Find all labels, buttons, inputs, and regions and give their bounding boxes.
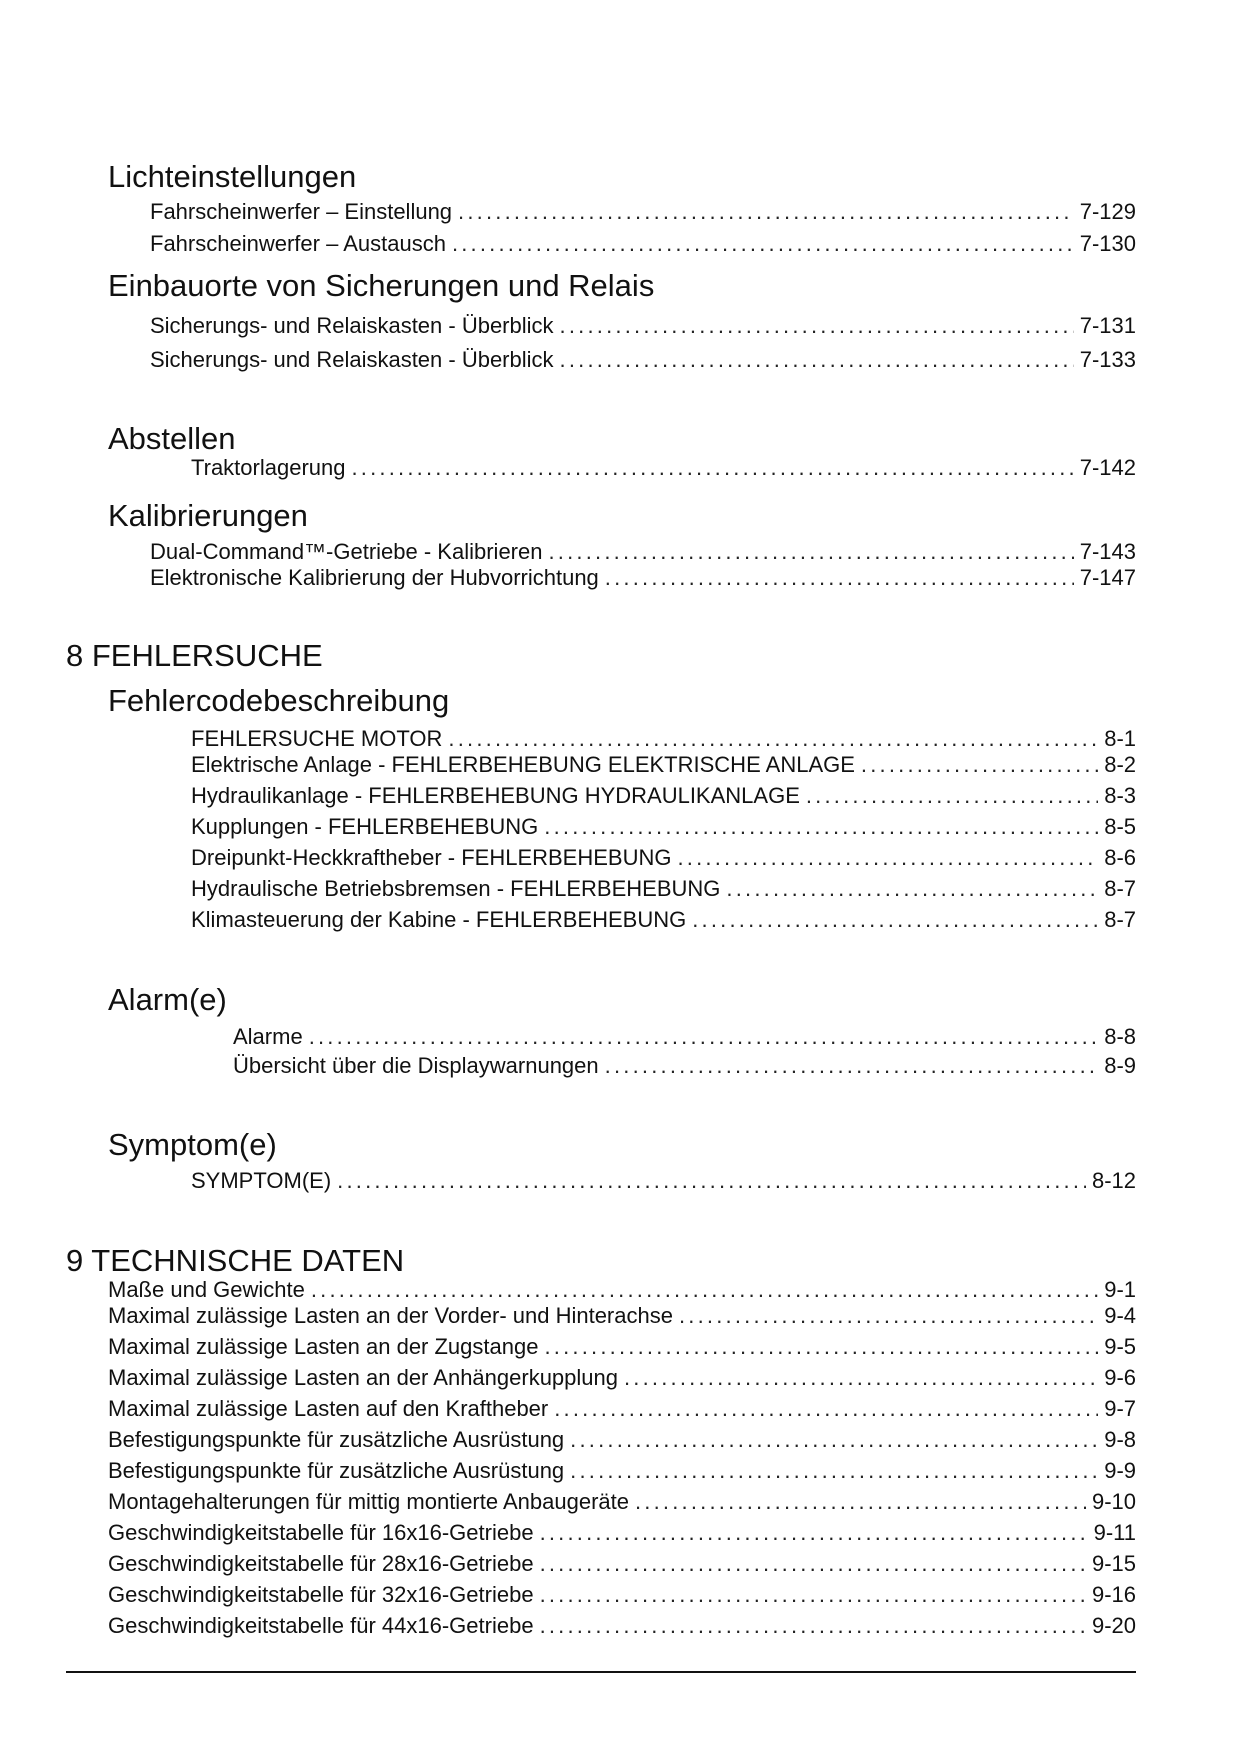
toc-entry-title: Dreipunkt-Heckkraftheber - FEHLERBEHEBUNG: [191, 845, 672, 870]
toc-entry-page: 7-143: [1079, 539, 1136, 564]
toc-entry-title: Geschwindigkeitstabelle für 16x16-Getriebe: [108, 1520, 534, 1545]
toc-entry-title: Elektronische Kalibrierung der Hubvorrichtung: [150, 565, 599, 590]
dot-leader: [726, 876, 1098, 902]
toc-entry-page: 9-6: [1104, 1365, 1136, 1390]
toc-entry-page: 8-3: [1104, 783, 1136, 808]
toc-entry-title: Maximal zulässige Lasten an der Anhängerkupplung: [108, 1365, 618, 1390]
toc-entry-page: 7-133: [1079, 347, 1136, 372]
toc-entry-page: 9-10: [1091, 1489, 1136, 1514]
toc-entry[interactable]: [191, 752, 1136, 778]
section-heading-lichteinstellungen: Lichteinstellungen: [108, 159, 357, 194]
toc-entry-page: 8-8: [1104, 1024, 1136, 1049]
toc-entry[interactable]: [191, 814, 1136, 840]
toc-entry[interactable]: [150, 347, 1136, 373]
toc-entry-page: 8-12: [1091, 1168, 1136, 1193]
toc-entry[interactable]: [108, 1489, 1136, 1515]
toc-entry-page: 9-11: [1093, 1520, 1136, 1545]
toc-entry[interactable]: [108, 1277, 1136, 1303]
toc-entry[interactable]: [108, 1334, 1136, 1360]
section-heading-alarme: Alarm(e): [108, 982, 227, 1017]
dot-leader: [560, 347, 1074, 373]
toc-entry-page: 8-7: [1104, 876, 1136, 901]
dot-leader: [540, 1551, 1086, 1577]
toc-entry[interactable]: [191, 455, 1136, 481]
dot-leader: [458, 199, 1074, 225]
toc-entry-title: Geschwindigkeitstabelle für 28x16-Getriebe: [108, 1551, 534, 1576]
toc-entry-title: Sicherungs- und Relaiskasten - Überblick: [150, 313, 554, 338]
section-heading-fehlercode: Fehlercodebeschreibung: [108, 683, 450, 718]
dot-leader: [452, 231, 1074, 257]
toc-entry-page: 8-9: [1104, 1053, 1136, 1078]
dot-leader: [861, 752, 1098, 778]
toc-entry[interactable]: [108, 1520, 1136, 1546]
dot-leader: [635, 1489, 1086, 1515]
toc-entry[interactable]: [150, 231, 1136, 257]
toc-entry[interactable]: [150, 539, 1136, 565]
toc-entry-title: Elektrische Anlage - FEHLERBEHEBUNG ELEKTRISCHE ANLAGE: [191, 752, 855, 777]
bottom-rule: [66, 1671, 1136, 1673]
toc-entry[interactable]: [191, 876, 1136, 902]
toc-entry[interactable]: [233, 1053, 1136, 1079]
toc-entry-title: Hydraulikanlage - FEHLERBEHEBUNG HYDRAULIKANLAGE: [191, 783, 800, 808]
dot-leader: [624, 1365, 1098, 1391]
toc-entry-page: 8-2: [1104, 752, 1136, 777]
toc-entry[interactable]: [150, 199, 1136, 225]
toc-entry[interactable]: [191, 1168, 1136, 1194]
dot-leader: [570, 1458, 1098, 1484]
dot-leader: [337, 1168, 1086, 1194]
toc-entry-title: Traktorlagerung: [191, 455, 346, 480]
dot-leader: [692, 907, 1098, 933]
toc-entry[interactable]: [150, 313, 1136, 339]
dot-leader: [570, 1427, 1098, 1453]
toc-entry[interactable]: [108, 1365, 1136, 1391]
toc-entry-title: Geschwindigkeitstabelle für 32x16-Getriebe: [108, 1582, 534, 1607]
toc-entry-title: Maße und Gewichte: [108, 1277, 305, 1302]
dot-leader: [560, 313, 1074, 339]
toc-entry[interactable]: [191, 845, 1136, 871]
toc-entry-title: Befestigungspunkte für zusätzliche Ausrüstung: [108, 1427, 565, 1452]
toc-entry-title: Klimasteuerung der Kabine - FEHLERBEHEBUNG: [191, 907, 687, 932]
chapter-heading-8: 8 FEHLERSUCHE: [66, 638, 323, 673]
toc-entry-title: Kupplungen - FEHLERBEHEBUNG: [191, 814, 539, 839]
toc-entry-page: 9-16: [1091, 1582, 1136, 1607]
dot-leader: [540, 1520, 1088, 1546]
toc-entry[interactable]: [191, 907, 1136, 933]
toc-entry-page: 7-147: [1079, 565, 1136, 590]
toc-entry[interactable]: [108, 1551, 1136, 1577]
dot-leader: [540, 1582, 1086, 1608]
dot-leader: [806, 783, 1098, 809]
toc-entry-page: 7-130: [1079, 231, 1136, 256]
toc-entry-title: Befestigungspunkte für zusätzliche Ausrüstung: [108, 1458, 565, 1483]
toc-entry-title: Alarme: [233, 1024, 303, 1049]
section-heading-abstellen: Abstellen: [108, 421, 236, 456]
section-heading-einbauorte: Einbauorte von Sicherungen und Relais: [108, 268, 655, 303]
dot-leader: [548, 539, 1073, 565]
toc-entry[interactable]: [108, 1396, 1136, 1422]
toc-entry-title: Dual-Command™-Getriebe - Kalibrieren: [150, 539, 543, 564]
toc-entry[interactable]: [108, 1458, 1136, 1484]
dot-leader: [540, 1613, 1086, 1639]
toc-entry-page: 8-7: [1104, 907, 1136, 932]
dot-leader: [448, 726, 1098, 752]
toc-entry-title: Sicherungs- und Relaiskasten - Überblick: [150, 347, 554, 372]
toc-entry[interactable]: [150, 565, 1136, 591]
dot-leader: [309, 1024, 1099, 1050]
toc-entry-title: FEHLERSUCHE MOTOR: [191, 726, 443, 751]
toc-entry-title: Hydraulische Betriebsbremsen - FEHLERBEHEBUNG: [191, 876, 721, 901]
toc-entry-page: 8-6: [1104, 845, 1136, 870]
toc-entry-title: Übersicht über die Displaywarnungen: [233, 1053, 599, 1078]
toc-entry-title: Fahrscheinwerfer – Einstellung: [150, 199, 453, 224]
dot-leader: [544, 1334, 1098, 1360]
toc-entry[interactable]: [191, 783, 1136, 809]
dot-leader: [677, 845, 1098, 871]
section-heading-symptome: Symptom(e): [108, 1127, 277, 1162]
toc-entry-page: 7-142: [1079, 455, 1136, 480]
toc-entry-page: 9-20: [1091, 1613, 1136, 1638]
toc-entry-title: SYMPTOM(E): [191, 1168, 332, 1193]
toc-entry-page: 9-9: [1104, 1458, 1136, 1483]
toc-entry-page: 7-131: [1079, 313, 1136, 338]
toc-entry[interactable]: [108, 1582, 1136, 1608]
toc-entry-title: Fahrscheinwerfer – Austausch: [150, 231, 446, 256]
toc-entry[interactable]: [108, 1303, 1136, 1329]
toc-entry[interactable]: [108, 1613, 1136, 1639]
toc-entry-page: 7-129: [1079, 199, 1136, 224]
toc-entry-title: Maximal zulässige Lasten auf den Kraftheber: [108, 1396, 549, 1421]
dot-leader: [679, 1303, 1098, 1329]
toc-entry-page: 8-5: [1104, 814, 1136, 839]
toc-entry-title: Maximal zulässige Lasten an der Zugstange: [108, 1334, 539, 1359]
toc-entry-title: Geschwindigkeitstabelle für 44x16-Getriebe: [108, 1613, 534, 1638]
dot-leader: [351, 455, 1073, 481]
dot-leader: [605, 565, 1074, 591]
toc-entry-page: 8-1: [1104, 726, 1136, 751]
toc-entry-page: 9-8: [1104, 1427, 1136, 1452]
toc-entry-page: 9-15: [1091, 1551, 1136, 1576]
toc-entry-title: Maximal zulässige Lasten an der Vorder- und Hinterachse: [108, 1303, 673, 1328]
chapter-heading-9: 9 TECHNISCHE DATEN: [66, 1243, 405, 1278]
toc-entry-page: 9-5: [1104, 1334, 1136, 1359]
toc-entry[interactable]: [233, 1024, 1136, 1050]
dot-leader: [554, 1396, 1098, 1422]
dot-leader: [544, 814, 1098, 840]
dot-leader: [605, 1053, 1099, 1079]
toc-entry[interactable]: [191, 726, 1136, 752]
section-heading-kalibrierungen: Kalibrierungen: [108, 498, 308, 533]
toc-entry-title: Montagehalterungen für mittig montierte Anbaugeräte: [108, 1489, 629, 1514]
toc-entry[interactable]: [108, 1427, 1136, 1453]
toc-entry-page: 9-7: [1104, 1396, 1136, 1421]
dot-leader: [311, 1277, 1098, 1303]
toc-entry-page: 9-1: [1104, 1277, 1136, 1302]
toc-entry-page: 9-4: [1104, 1303, 1136, 1328]
